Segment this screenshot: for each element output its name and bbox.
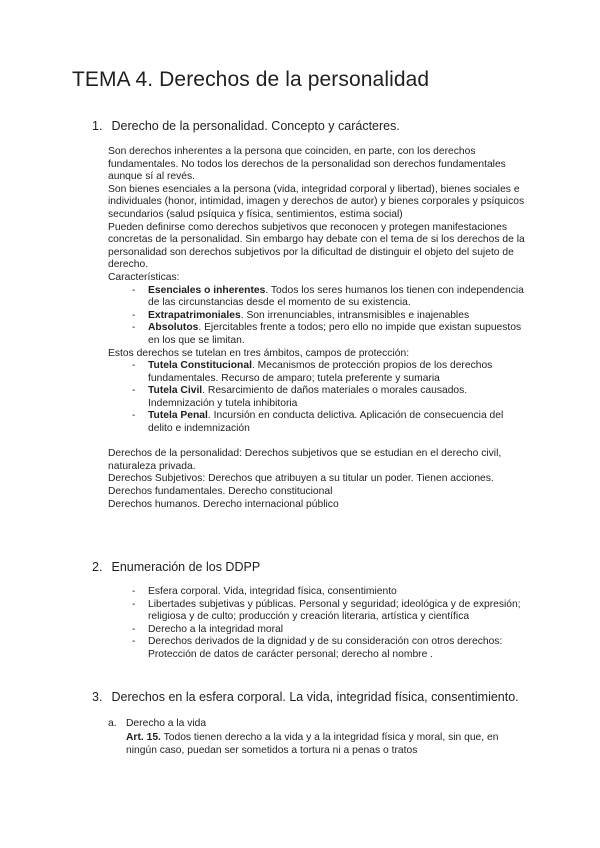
paragraph-bienes: Son bienes esenciales a la persona (vida, integridad corporal y libertad), bienes sociales e individuales (honor, intimidad, imagen y derechos de autor) y bienes corporales y psíquicos secundarios (salud psíquica y física, sentimientos, estima social) <box>108 183 525 220</box>
section-2-heading <box>92 560 260 574</box>
caracteristicas-list <box>128 285 528 348</box>
article-ref: Art. 15. <box>126 731 161 743</box>
list-item: - Extrapatrimoniales. Son irrenunciables, intransmisibles e inajenables <box>128 310 528 323</box>
section-1-title: Derecho de la personalidad. Concepto y carácteres. <box>111 119 400 133</box>
ambitos-label: Estos derechos se tutelan en tres ámbitos, campos de protección: <box>108 347 410 359</box>
definition-humanos: Derechos humanos. Derecho internacional público <box>108 498 339 510</box>
paragraph-subjetivos: Pueden definirse como derechos subjetivos que reconocen y protegen manifestaciones concretas de la personalidad. Sin embargo hay debate con el tema de si los derechos de la personalidad son derechos subjetivos por la dificultad de distinguir el objeto del sujeto de derecho. <box>108 221 525 271</box>
section-3-title: Derechos en la esfera corporal. La vida, integridad física, consentimiento. <box>111 690 519 704</box>
list-item: - Esenciales o inherentes. Todos los seres humanos los tienen con independencia de las circunstancias desde el momento de su existencia. <box>128 285 528 310</box>
list-item: - Tutela Civil. Resarcimiento de daños materiales o morales causados. Indemnización y tutela inhibitoria <box>128 385 528 410</box>
ambitos-list <box>128 360 528 436</box>
section-1-number: 1. <box>92 119 103 133</box>
subsection-a-title: Derecho a la vida <box>126 718 207 729</box>
page-title: TEMA 4. Derechos de la personalidad <box>72 68 430 91</box>
list-item: - Esfera corporal. Vida, integridad física, consentimiento <box>128 586 528 599</box>
subsection-a <box>108 717 530 758</box>
spacer <box>108 436 528 449</box>
list-item: - Tutela Penal. Incursión en conducta delictiva. Aplicación de consecuencia del delito e indemnización <box>128 410 528 435</box>
definition-fundamentales: Derechos fundamentales. Derecho constitucional <box>108 486 333 498</box>
list-item: - Tutela Constitucional. Mecanismos de protección propios de los derechos fundamentales. Recurso de amparo; tutela preferente y sumaria <box>128 360 528 385</box>
list-item: - Absolutos. Ejercitables frente a todos; pero ello no impide que existan supuestos en los que se limitan. <box>128 322 528 347</box>
section-2-title: Enumeración de los DDPP <box>111 560 261 574</box>
list-item: - Libertades subjetivas y públicas. Personal y seguridad; ideológica y de expresión; religiosa y de culto; producción y creación literaria, artística y científica <box>128 599 528 624</box>
enumeracion-list <box>128 586 528 662</box>
paragraph-definition: Son derechos inherentes a la persona que coinciden, en parte, con los derechos fundamentales. No todos los derechos de la personalidad son derechos fundamentales aunque sí al revés. <box>108 146 506 183</box>
list-item: - Derecho a la integridad moral <box>128 624 528 637</box>
list-item: - Derechos derivados de la dignidad y de su consideración con otros derechos: Protección de datos de carácter personal; derecho al nombre . <box>128 636 528 661</box>
section-1-heading <box>92 119 400 133</box>
definition-subjetivos: Derechos Subjetivos: Derechos que atribuyen a su titular un poder. Tienen acciones. <box>108 473 494 485</box>
section-2-number: 2. <box>92 560 103 574</box>
subsection-a-label: a. <box>108 718 117 729</box>
definition-personalidad: Derechos de la personalidad: Derechos subjetivos que se estudian en el derecho civil, naturaleza privada. <box>108 448 502 472</box>
section-1-body <box>108 146 528 511</box>
section-3-heading <box>92 690 519 704</box>
caracteristicas-label: Características: <box>108 271 180 283</box>
section-2-body <box>108 586 528 662</box>
section-3-number: 3. <box>92 690 103 704</box>
article-15-text: Art. 15. Todos tienen derecho a la vida y a la integridad física y moral, sin que, en ningún caso, puedan ser sometidos a tortura ni a penas o tratos <box>126 731 499 757</box>
